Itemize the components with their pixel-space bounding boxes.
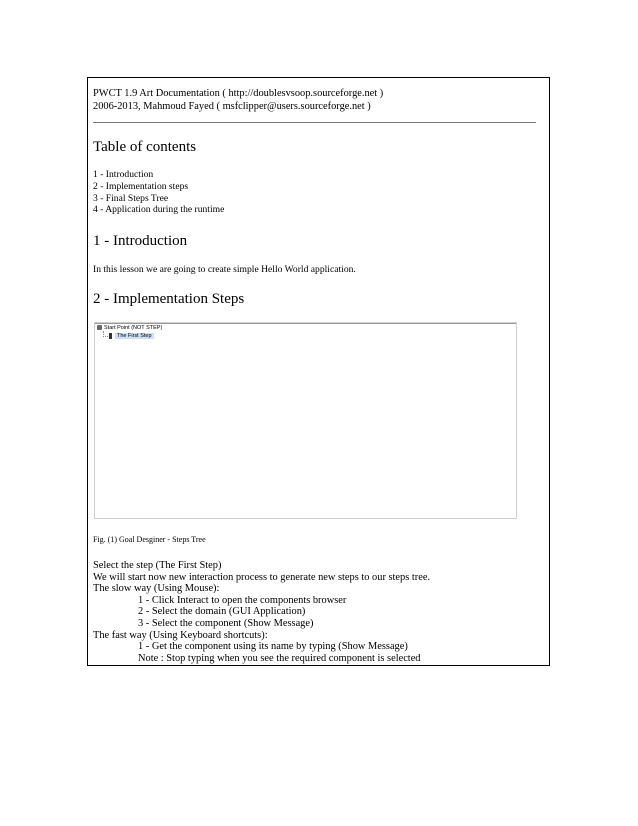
- step-line: The fast way (Using Keyboard shortcuts):: [93, 629, 268, 641]
- header-divider: [93, 122, 536, 123]
- tree-top-border: [95, 323, 516, 324]
- tree-root-label: Start Point (NOT STEP): [104, 325, 163, 331]
- steps-tree-screenshot: [94, 322, 517, 519]
- header-author-line: 2006-2013, Mahmoud Fayed ( msfclipper@users.sourceforge.net ): [93, 100, 371, 112]
- step-line: We will start now new interaction process to generate new steps to our steps tree.: [93, 571, 431, 583]
- intro-heading: 1 - Introduction: [93, 233, 188, 249]
- implementation-heading: 2 - Implementation Steps: [93, 291, 245, 307]
- step-line: 3 - Select the component (Show Message): [138, 617, 314, 629]
- step-line: 1 - Click Interact to open the components browser: [138, 594, 347, 606]
- start-point-icon: [97, 325, 102, 330]
- header-title-line: PWCT 1.9 Art Documentation ( http://doublesvsoop.sourceforge.net ): [93, 88, 384, 99]
- intro-text: In this lesson we are going to create simple Hello World application.: [93, 264, 356, 275]
- step-line: 2 - Select the domain (GUI Application): [138, 606, 306, 618]
- step-line: The slow way (Using Mouse):: [93, 583, 220, 595]
- steps-text: [93, 560, 430, 664]
- toc-item: 4 - Application during the runtime: [93, 204, 225, 216]
- tree-child-label: The First Step: [117, 333, 152, 340]
- step-line: Note : Stop typing when you see the required component is selected: [138, 652, 421, 664]
- tree-child-node[interactable]: [109, 333, 154, 340]
- step-line: Select the step (The First Step): [93, 560, 222, 571]
- step-icon: [109, 333, 112, 339]
- toc-item: 3 - Final Steps Tree: [93, 192, 169, 204]
- step-line: 1 - Get the component using its name by typing (Show Message): [138, 641, 408, 653]
- toc-item: 1 - Introduction: [93, 169, 154, 180]
- toc-heading: Table of contents: [93, 139, 197, 155]
- figure-caption: Fig. (1) Goal Desginer - Steps Tree: [93, 535, 206, 544]
- document-header: [93, 88, 383, 113]
- toc-list: [93, 169, 224, 216]
- toc-item: 2 - Implementation steps: [93, 180, 189, 192]
